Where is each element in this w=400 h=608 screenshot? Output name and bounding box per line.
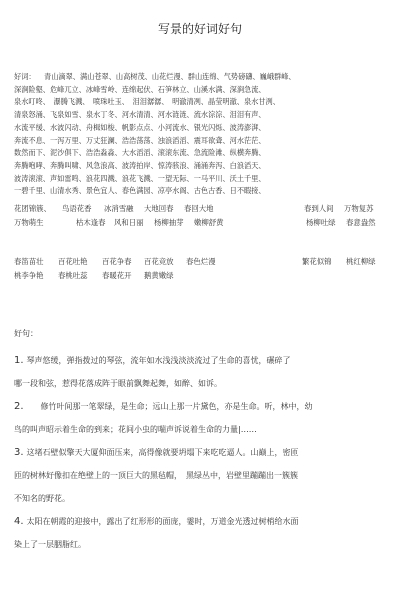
phrase-line bbox=[14, 216, 394, 230]
vocab-label: 好词： bbox=[14, 72, 36, 81]
phrase-item: 春色烂漫 bbox=[186, 257, 216, 266]
phrase-item: 万物复苏 bbox=[344, 204, 374, 213]
vocab-line bbox=[14, 160, 392, 173]
phrase-item: 春暖花开 bbox=[102, 271, 132, 280]
vocab-text: 青山滴翠、满山苍翠、山高树茂、山花烂漫、群山连绵、气势磅礴、巍峨群峰、 bbox=[44, 72, 296, 81]
vocab-text: 奔腾咆哮、奔腾叫啸、风急浪高、波涛拍岸、惊涛骇浪、涌涌奔泻、白浪滔天、 bbox=[14, 160, 266, 170]
sentence-line bbox=[14, 354, 386, 367]
phrase-item: 冰消雪融 bbox=[104, 204, 134, 213]
phrase-item: 繁花似锦 bbox=[302, 257, 332, 266]
sentence-text: 这堵石壁似擎天大厦仰面压来，高得像就要坍塌下来吃吃逼人。山巅上，密匝 bbox=[26, 448, 299, 457]
vocab-line bbox=[14, 71, 392, 84]
sentence-item bbox=[14, 515, 386, 551]
vocab-line bbox=[14, 147, 392, 160]
vocab-line bbox=[14, 185, 392, 198]
sentence-line bbox=[14, 538, 386, 551]
phrase-item: 花团锦簇、 bbox=[14, 204, 51, 213]
sentence-item bbox=[14, 400, 386, 436]
phrase-item: 鸟语花香 bbox=[62, 204, 92, 213]
vocab-text: 一碧千里、山清水秀、景色宜人、春色满园、凉亭水阁、古色古香、日不暇接、 bbox=[14, 186, 266, 196]
sentence-text: 匝的树林好像扣在绝壁上的一顶巨大的黑毡帽， 黑绿丛中，岩壁里蹦蹦出一簇簇 bbox=[14, 471, 298, 480]
phrase-item: 鹅黄嫩绿 bbox=[144, 271, 174, 280]
sentence-line bbox=[14, 469, 386, 482]
vocab-line bbox=[14, 109, 392, 122]
vocabulary-section bbox=[14, 71, 392, 198]
vocab-text: 深涧险壑、危峰兀立、冰峰雪岭、连绵起伏、石笋林立、山溪水满、深涧急流、 bbox=[14, 84, 266, 94]
sentence-text: 琴声悠缓，弹指拨过的琴弦，流年如水浅浅淡淡流过了生命的喜忧，碾碎了 bbox=[26, 356, 291, 365]
sentence-text: 修竹叶间那一笔翠绿，是生命；远山上那一片黛色，亦是生命。听，林中，幼 bbox=[40, 402, 313, 411]
vocab-line bbox=[14, 173, 392, 186]
phrase-item: 春桃吐蕊 bbox=[58, 271, 88, 280]
phrase-item: 万物萌生 bbox=[14, 218, 44, 227]
sentence-item bbox=[14, 354, 386, 390]
phrase-item: 嫩柳舒黄 bbox=[194, 218, 224, 227]
vocab-text: 数然而下、泥沙俱下、浩浩淼淼、大水滔滔、滚滚东流、急流险滩、纵横奔腾、 bbox=[14, 148, 266, 158]
vocab-text: 清泉怒涌、飞泉如雪、泉水丁冬、河水清清、河水涟涟、流水淙淙、泪泪有声、 bbox=[14, 110, 266, 120]
phrase-item: 百花争春 bbox=[102, 257, 132, 266]
sentence-text: 哪一段和弦，惹得花落成阵于眼前飘舞起舞，如醉、如诉。 bbox=[14, 379, 222, 388]
sentence-line bbox=[14, 423, 386, 436]
vocab-line bbox=[14, 96, 392, 109]
sentence-line bbox=[14, 400, 386, 413]
phrase-item: 桃李争艳 bbox=[14, 271, 44, 280]
sentence-text: 鸟的叫声昭示着生命的到来；花间小虫的喘声诉说着生命的力量|…… bbox=[14, 425, 257, 434]
phrase-item: 杨柳抽芽 bbox=[154, 218, 184, 227]
phrase-group-spring bbox=[14, 202, 394, 230]
phrase-item: 杨柳吐绿 bbox=[306, 218, 336, 227]
phrase-item: 风和日丽 bbox=[114, 218, 144, 227]
vocab-text: 波涛滚滚、声如雷鸣、浪花四溅、浪花飞溅、一望无际、一马平川、沃土千里、 bbox=[14, 173, 266, 183]
phrase-item: 春意盎然 bbox=[346, 218, 376, 227]
phrase-group-flowers bbox=[14, 255, 394, 283]
vocab-text: 泉水叮咚、 瀑腾飞溅、 喷珠吐玉、 泪泪潺潺、 明澈清冽、晶莹明澈、泉水甘洌、 bbox=[14, 97, 280, 107]
sentences-label: 好句： bbox=[14, 329, 38, 338]
sentence-number: 3. bbox=[14, 447, 24, 458]
sentence-text: 染上了一层胭脂红。 bbox=[14, 540, 86, 549]
vocab-line bbox=[14, 84, 392, 97]
document-title: 写景的好词好句 bbox=[157, 22, 242, 36]
sentence-text: 不知名的野花。 bbox=[14, 494, 70, 503]
vocab-line bbox=[14, 122, 392, 135]
sentence-number: 4. bbox=[14, 516, 24, 527]
phrase-line bbox=[14, 255, 394, 269]
phrase-item: 枯木逢春 bbox=[76, 218, 106, 227]
sentence-number: 2. bbox=[14, 401, 24, 412]
sentence-text: 太阳在朝霞的迎接中，露出了红形形的面庞，霎时，万道金光透过树梢给水面 bbox=[26, 517, 299, 526]
vocab-text: 奔流不息、一泻万里、万丈狂澜、浩浩荡荡、浊浪滔滔、震耳欲聋、河水茫茫、 bbox=[14, 135, 266, 145]
sentence-number: 1. bbox=[14, 355, 24, 366]
phrase-item: 大地回春 bbox=[144, 204, 174, 213]
phrase-line bbox=[14, 202, 394, 216]
sentence-line bbox=[14, 515, 386, 528]
phrase-item: 桃红柳绿 bbox=[346, 257, 376, 266]
vocab-line bbox=[14, 135, 392, 148]
phrase-item: 百花竞放 bbox=[144, 257, 174, 266]
phrase-item: 春笛苗壮 bbox=[14, 257, 44, 266]
phrase-item: 春回大地 bbox=[184, 204, 214, 213]
vocab-text: 水流平缓、水波闪动、舟楫如梭、帆影点点、小河流水、银光闪烁、波涛澎湃、 bbox=[14, 122, 266, 132]
sentences-section bbox=[14, 354, 386, 561]
phrase-item: 百花吐艳 bbox=[58, 257, 88, 266]
sentence-item bbox=[14, 446, 386, 505]
sentence-line bbox=[14, 377, 386, 390]
phrase-line bbox=[14, 269, 394, 283]
phrase-item: 春到人间 bbox=[304, 204, 334, 213]
sentence-line bbox=[14, 446, 386, 459]
sentence-line bbox=[14, 492, 386, 505]
